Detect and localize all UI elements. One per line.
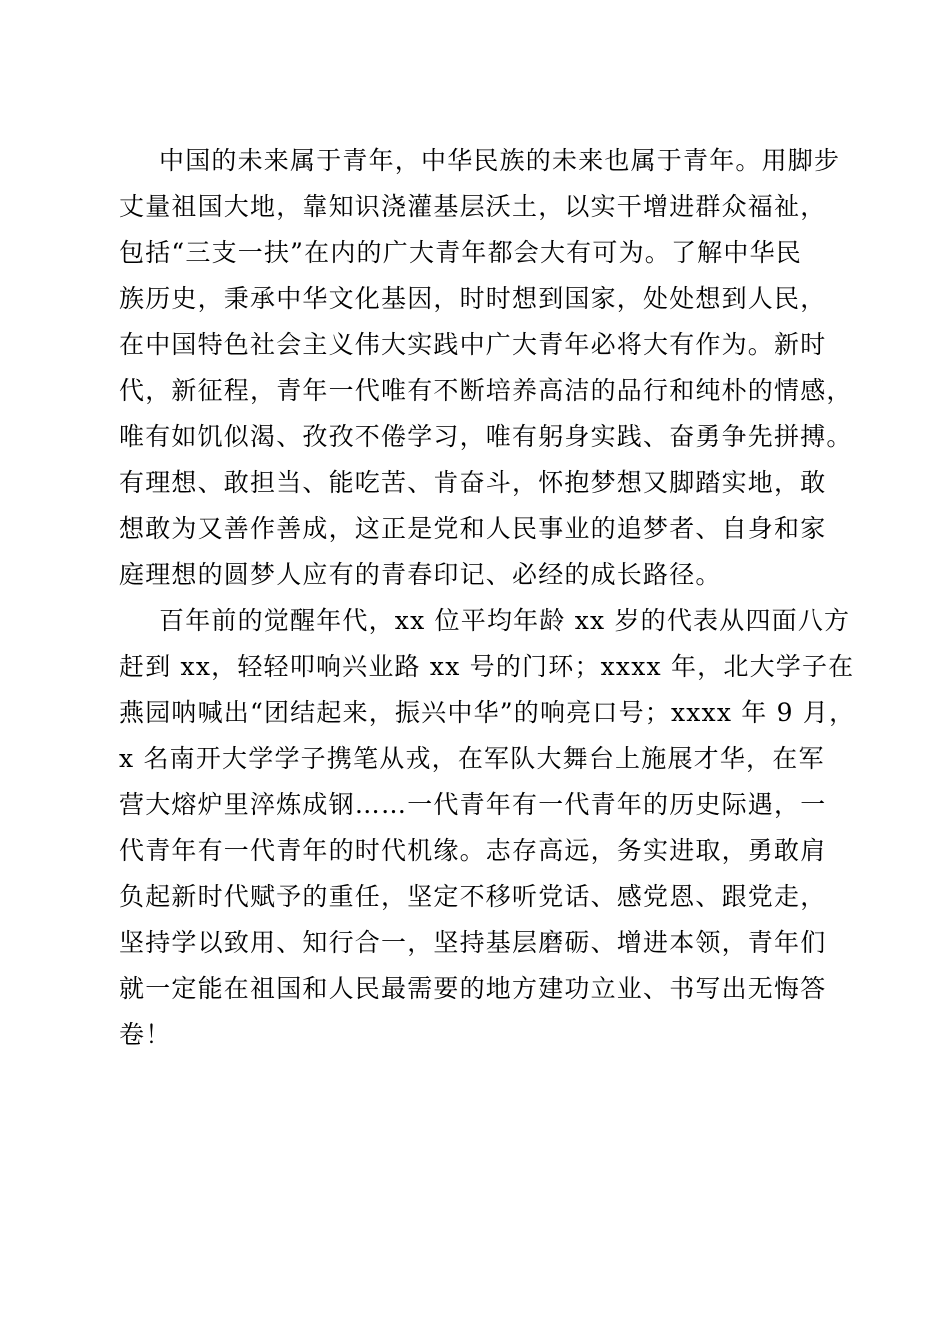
text-line: 坚持学以致用、知行合一，坚持基层磨砺、增进本领，青年们 — [119, 928, 827, 957]
text-line: 负起新时代赋予的重任，坚定不移听党话、感党恩、跟党走， — [119, 882, 827, 911]
text-line: 有理想、敢担当、能吃苦、肯奋斗，怀抱梦想又脚踏实地，敢 — [119, 468, 827, 497]
text-line: 卷！ — [119, 1020, 172, 1049]
document-body — [119, 138, 856, 1058]
text-line: 在中国特色社会主义伟大实践中广大青年必将大有作为。新时 — [119, 330, 827, 359]
text-line: 代，新征程，青年一代唯有不断培养高洁的品行和纯朴的情感， — [119, 376, 853, 405]
text-line: 想敢为又善作善成，这正是党和人民事业的追梦者、自身和家 — [119, 514, 827, 543]
text-line: 就一定能在祖国和人民最需要的地方建功立业、书写出无悔答 — [119, 974, 827, 1003]
text-line: 族历史，秉承中华文化基因，时时想到国家，处处想到人民， — [119, 284, 827, 313]
text-line: 庭理想的圆梦人应有的青春印记、必经的成长路径。 — [119, 560, 722, 589]
text-line: 燕园呐喊出“团结起来，振兴中华”的响亮口号；xxxx 年 9 月， — [119, 698, 856, 727]
text-line: 百年前的觉醒年代，xx 位平均年龄 xx 岁的代表从四面八方 — [159, 606, 851, 635]
text-line: x 名南开大学学子携笔从戎，在军队大舞台上施展才华，在军 — [119, 744, 825, 773]
paragraph-1 — [119, 138, 853, 598]
text-line: 代青年有一代青年的时代机缘。志存高远，务实进取，勇敢肩 — [119, 836, 827, 865]
text-line: 中国的未来属于青年，中华民族的未来也属于青年。用脚步 — [159, 146, 841, 175]
text-line: 赶到 xx，轻轻叩响兴业路 xx 号的门环；xxxx 年，北大学子在 — [119, 652, 855, 681]
text-line: 丈量祖国大地，靠知识浇灌基层沃土，以实干增进群众福祉， — [119, 192, 827, 221]
paragraph-2 — [119, 598, 856, 1058]
text-line: 包括“三支一扶”在内的广大青年都会大有可为。了解中华民 — [119, 238, 802, 267]
text-line: 营大熔炉里淬炼成钢……一代青年有一代青年的历史际遇，一 — [119, 790, 827, 819]
text-line: 唯有如饥似渴、孜孜不倦学习，唯有躬身实践、奋勇争先拼搏。 — [119, 422, 853, 451]
